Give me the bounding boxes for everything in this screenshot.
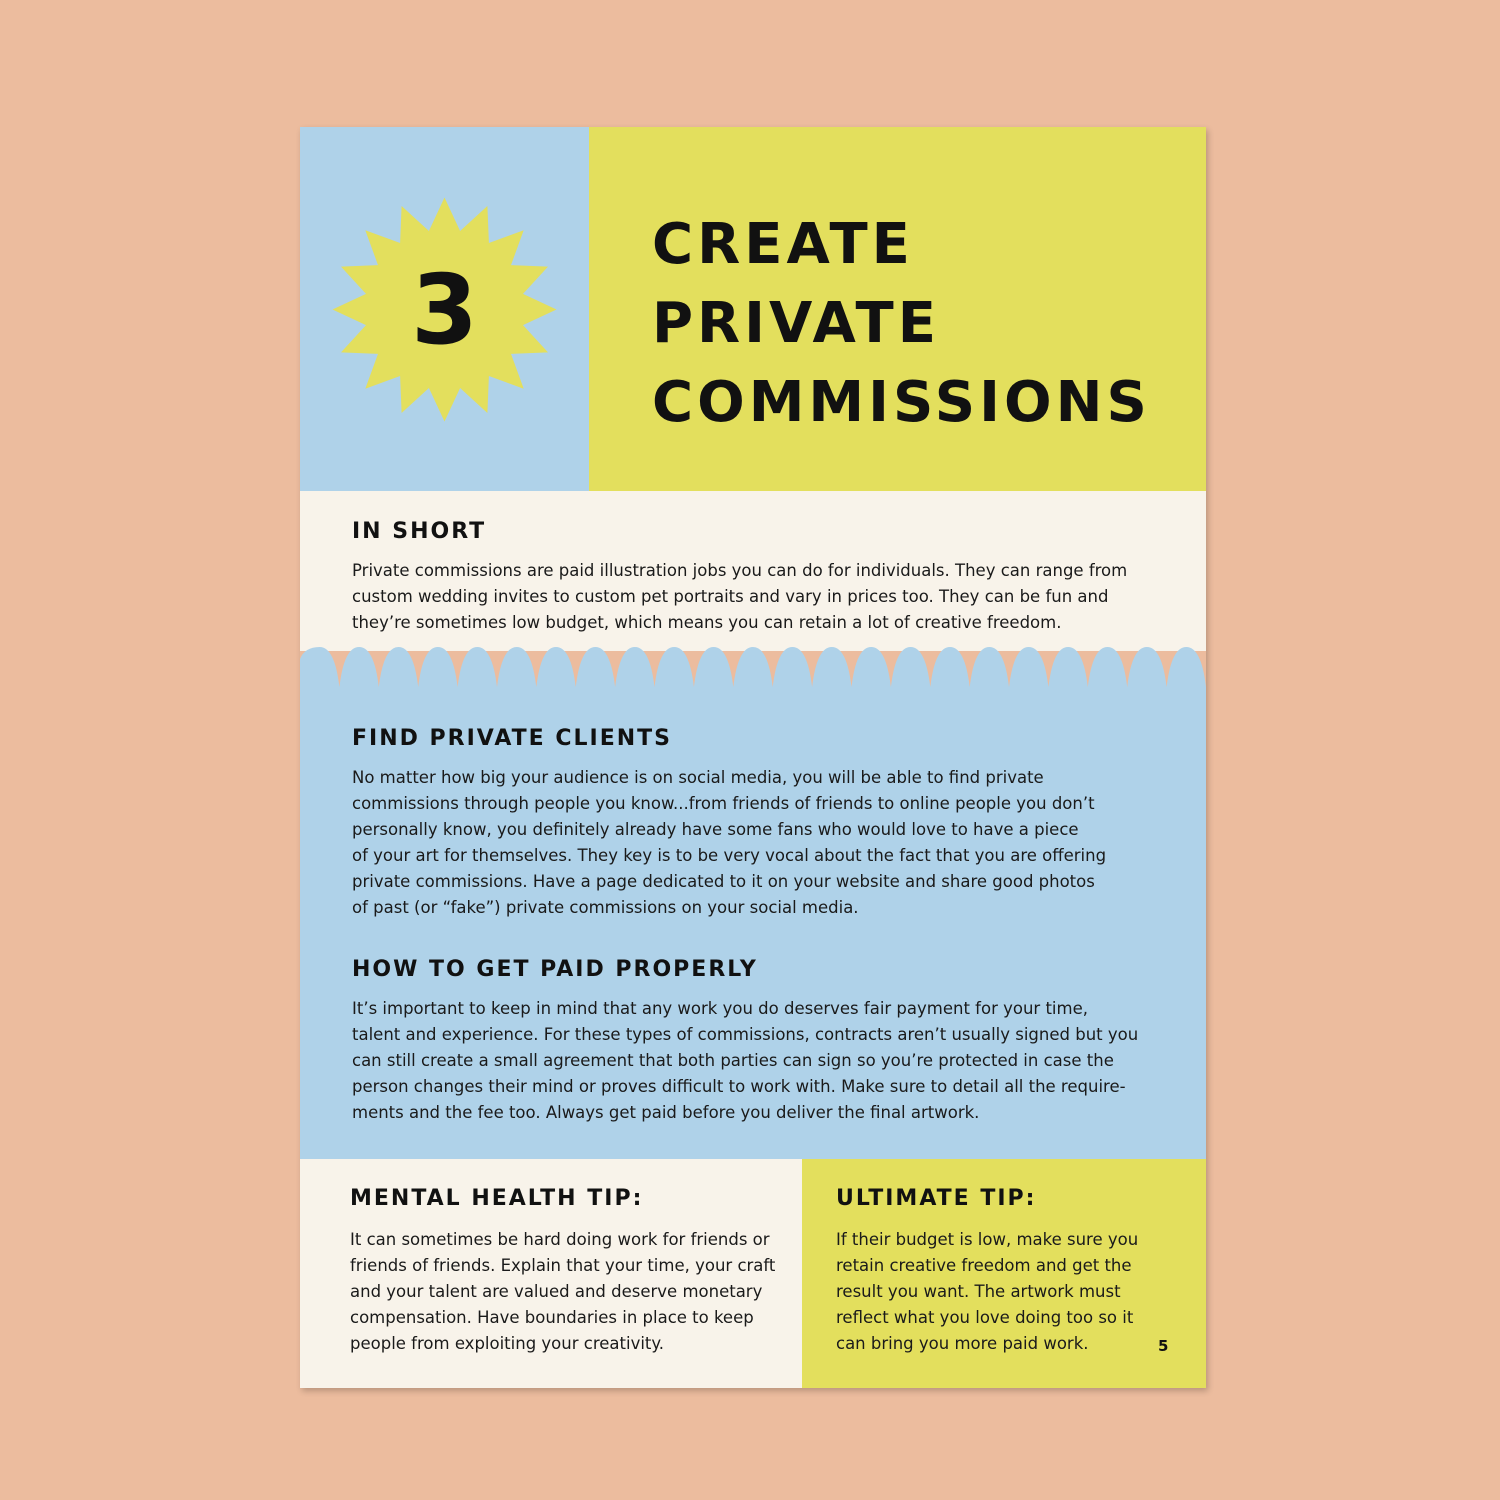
find-clients-heading: FIND PRIVATE CLIENTS xyxy=(352,726,672,751)
text-line: Private commissions are paid illustration jobs you can do for individuals. They can range from xyxy=(352,561,1128,580)
mental-health-tip-heading: MENTAL HEALTH TIP: xyxy=(350,1186,644,1211)
hero-badge-panel xyxy=(300,127,589,491)
chapter-number: 3 xyxy=(411,253,478,366)
text-line: private commissions. Have a page dedicated to it on your website and share good photos xyxy=(352,872,1095,891)
text-line: result you want. The artwork must xyxy=(836,1282,1121,1301)
text-line: friends of friends. Explain that your time, your craft xyxy=(350,1256,776,1275)
text-line: talent and experience. For these types of commissions, contracts aren’t usually signed but you xyxy=(352,1025,1139,1044)
text-line: personally know, you definitely already have some fans who would love to have a piece xyxy=(352,820,1079,839)
wave-shape xyxy=(300,647,1206,693)
text-line: person changes their mind or proves difficult to work with. Make sure to detail all the require- xyxy=(352,1077,1126,1096)
text-line: ments and the fee too. Always get paid before you deliver the final artwork. xyxy=(352,1103,980,1122)
text-line: people from exploiting your creativity. xyxy=(350,1334,665,1353)
text-line: compensation. Have boundaries in place to keep xyxy=(350,1308,754,1327)
in-short-heading: IN SHORT xyxy=(352,519,487,544)
chapter-title xyxy=(652,205,1151,442)
text-line: reflect what you love doing too so it xyxy=(836,1308,1134,1327)
ultimate-tip-text xyxy=(836,1227,1138,1357)
text-line: they’re sometimes low budget, which means you can retain a lot of creative freedom. xyxy=(352,613,1062,632)
text-line: If their budget is low, make sure you xyxy=(836,1230,1139,1249)
mental-health-tip-text xyxy=(350,1227,775,1357)
text-line: of past (or “fake”) private commissions on your social media. xyxy=(352,898,859,917)
in-short-text xyxy=(352,558,1127,636)
chapter-title-line: COMMISSIONS xyxy=(652,370,1151,435)
text-line: No matter how big your audience is on social media, you will be able to find private xyxy=(352,768,1044,787)
ultimate-tip-heading: ULTIMATE TIP: xyxy=(836,1186,1037,1211)
wave-divider xyxy=(300,645,1206,693)
find-clients-text xyxy=(352,765,1106,921)
text-line: retain creative freedom and get the xyxy=(836,1256,1132,1275)
text-line: custom wedding invites to custom pet portraits and vary in prices too. They can be fun and xyxy=(352,587,1109,606)
page-number: 5 xyxy=(1158,1337,1169,1355)
text-line: of your art for themselves. They key is to be very vocal about the fact that you are offering xyxy=(352,846,1107,865)
book-page xyxy=(300,127,1206,1388)
text-line: can still create a small agreement that both parties can sign so you’re protected in case the xyxy=(352,1051,1114,1070)
text-line: can bring you more paid work. xyxy=(836,1334,1089,1353)
text-line: and your talent are valued and deserve monetary xyxy=(350,1282,763,1301)
text-line: It can sometimes be hard doing work for friends or xyxy=(350,1230,770,1249)
get-paid-text xyxy=(352,996,1138,1126)
get-paid-heading: HOW TO GET PAID PROPERLY xyxy=(352,957,758,982)
chapter-title-line: PRIVATE xyxy=(652,291,940,356)
text-line: commissions through people you know...from friends of friends to online people you don’t xyxy=(352,794,1095,813)
text-line: It’s important to keep in mind that any work you do deserves fair payment for your time, xyxy=(352,999,1088,1018)
chapter-title-line: CREATE xyxy=(652,212,914,277)
